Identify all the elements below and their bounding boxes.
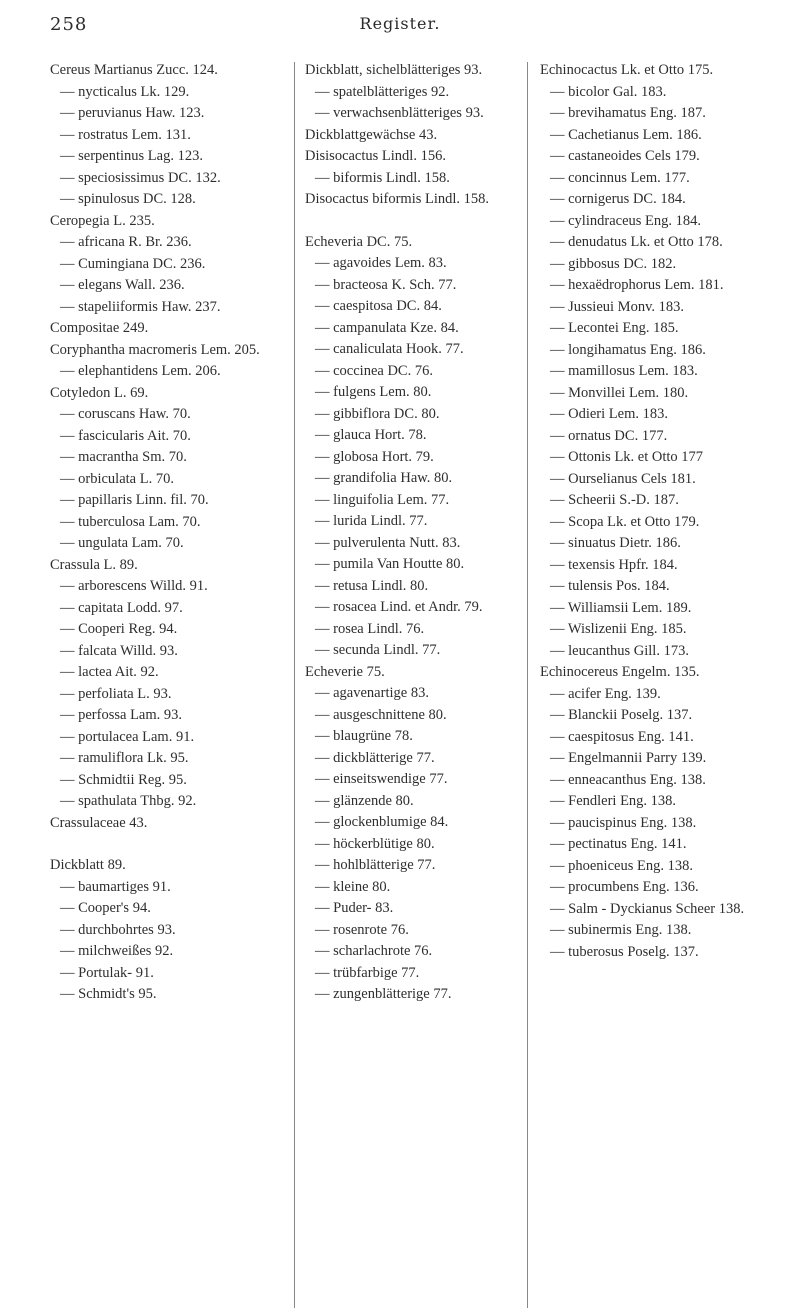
index-entry-sub: — glockenblumige 84.: [315, 814, 449, 830]
index-entry-sub: — ornatus DC. 177.: [550, 427, 668, 444]
running-head: Register.: [359, 14, 441, 33]
index-entry-sub: — Puder- 83.: [315, 900, 394, 916]
index-entry-sub: — trübfarbige 77.: [315, 964, 420, 981]
index-entry-sub: — spathulata Thbg. 92.: [60, 793, 197, 809]
index-entry-main: Echinocactus Lk. et Otto 175.: [540, 62, 714, 78]
section-gap: [305, 211, 517, 232]
index-entry-sub: — fulgens Lem. 80.: [315, 384, 432, 400]
index-entry-sub: — speciosissimus DC. 132.: [60, 169, 221, 186]
index-entry-sub: — longihamatus Eng. 186.: [550, 341, 706, 358]
index-entry-sub: — phoeniceus Eng. 138.: [550, 857, 693, 874]
index-entry-sub: — linguifolia Lem. 77.: [315, 491, 450, 508]
index-entry-sub: — papillaris Linn. fil. 70.: [60, 492, 209, 508]
index-column-3: [540, 60, 755, 963]
index-entry-sub: — Williamsii Lem. 189.: [550, 599, 692, 616]
index-entry-sub: — retusa Lindl. 80.: [315, 577, 429, 594]
index-entry-sub: — africana R. Br. 236.: [60, 234, 192, 250]
index-entry-main: Dickblatt 89.: [50, 857, 126, 873]
index-entry-main: Disocactus biformis Lindl. 158.: [305, 191, 490, 207]
index-entry-sub: — caespitosus Eng. 141.: [550, 728, 694, 745]
index-entry-sub: — ungulata Lam. 70.: [60, 535, 184, 551]
index-entry-sub: — ausgeschnittene 80.: [315, 706, 447, 723]
index-entry-sub: — Lecontei Eng. 185.: [550, 320, 679, 336]
index-entry-sub: — macrantha Sm. 70.: [60, 449, 187, 465]
index-entry-sub: — milchweißes 92.: [60, 943, 174, 959]
index-entry-sub: — Scheerii S.-D. 187.: [550, 492, 679, 508]
index-entry-main: Crassula L. 89.: [50, 556, 138, 573]
index-entry-sub: — hexaëdrophorus Lem. 181.: [550, 277, 724, 293]
column-divider: [527, 62, 528, 1308]
index-entry-sub: — arborescens Willd. 91.: [60, 578, 208, 594]
index-entry-sub: — campanulata Kze. 84.: [315, 319, 459, 336]
index-entry-sub: — durchbohrtes 93.: [60, 921, 176, 938]
index-entry-sub: — einseitswendige 77.: [315, 771, 448, 787]
index-entry-sub: — spatelblätteriges 92.: [315, 83, 450, 100]
index-entry-main: Coryphantha macromeris Lem. 205.: [50, 341, 260, 358]
index-entry-sub: — gibbosus DC. 182.: [550, 255, 677, 272]
index-entry-sub: — globosa Hort. 79.: [315, 448, 434, 465]
index-entry-main: Echeveria DC. 75.: [305, 233, 413, 250]
index-entry-sub: — biformis Lindl. 158.: [315, 169, 450, 186]
index-entry-sub: — perfoliata L. 93.: [60, 685, 172, 702]
index-entry-sub: — Wislizenii Eng. 185.: [550, 621, 687, 637]
index-entry-sub: — peruvianus Haw. 123.: [60, 105, 205, 121]
index-entry-sub: — denudatus Lk. et Otto 178.: [550, 234, 723, 250]
index-entry-sub: — Ourselianus Cels 181.: [550, 470, 696, 487]
index-entry-main: Ceropegia L. 235.: [50, 212, 155, 229]
index-entry-sub: — dickblätterige 77.: [315, 749, 435, 766]
index-entry-sub: — Schmidt's 95.: [60, 986, 157, 1002]
index-entry-sub: — Odieri Lem. 183.: [550, 406, 668, 422]
index-entry-sub: — elephantidens Lem. 206.: [60, 363, 221, 379]
index-entry-sub: — leucanthus Gill. 173.: [550, 642, 689, 659]
index-entry-sub: — blaugrüne 78.: [315, 728, 413, 744]
index-entry-main: Disisocactus Lindl. 156.: [305, 148, 446, 164]
index-entry-sub: — Cooper's 94.: [60, 900, 151, 916]
index-entry-sub: — baumartiges 91.: [60, 878, 171, 895]
index-entry-sub: — canaliculata Hook. 77.: [315, 341, 464, 357]
index-entry-sub: — fascicularis Ait. 70.: [60, 427, 191, 444]
index-entry-sub: — rostratus Lem. 131.: [60, 126, 191, 143]
index-entry-main: Echeverie 75.: [305, 663, 385, 680]
index-entry-sub: — enneacanthus Eng. 138.: [550, 771, 706, 788]
index-entry-sub: — spinulosus DC. 128.: [60, 191, 196, 207]
index-entry-sub: — Fendleri Eng. 138.: [550, 793, 677, 809]
index-entry-main: Cereus Martianus Zucc. 124.: [50, 62, 218, 78]
index-entry-sub: — Scopa Lk. et Otto 179.: [550, 513, 700, 530]
index-entry-sub: — ramuliflora Lk. 95.: [60, 750, 189, 766]
index-entry-sub: — kleine 80.: [315, 878, 391, 895]
index-entry-main: Compositae 249.: [50, 320, 149, 336]
index-entry-sub: — Schmidtii Reg. 95.: [60, 771, 187, 788]
index-entry-sub: — capitata Lodd. 97.: [60, 599, 183, 616]
index-entry-sub: — Ottonis Lk. et Otto 177: [550, 449, 704, 465]
index-entry-sub: — stapeliiformis Haw. 237.: [60, 298, 221, 315]
index-entry-main: Dickblattgewächse 43.: [305, 126, 438, 143]
index-entry-sub: — caespitosa DC. 84.: [315, 298, 442, 314]
index-entry-sub: — rosacea Lind. et Andr. 79.: [315, 599, 483, 615]
page-header: [50, 14, 750, 42]
index-column-2: [305, 60, 517, 1006]
index-entry-sub: — Monvillei Lem. 180.: [550, 384, 689, 401]
index-entry-main: Cotyledon L. 69.: [50, 384, 149, 401]
page-number: 258: [50, 14, 88, 35]
index-entry-sub: — elegans Wall. 236.: [60, 277, 185, 293]
index-entry-sub: — rosea Lindl. 76.: [315, 620, 425, 637]
index-entry-sub: — lactea Ait. 92.: [60, 664, 159, 680]
index-entry-sub: — subinermis Eng. 138.: [550, 922, 692, 938]
index-entry-sub: — höckerblütige 80.: [315, 835, 435, 852]
index-entry-sub: — pulverulenta Nutt. 83.: [315, 534, 461, 551]
index-entry-sub: — scharlachrote 76.: [315, 943, 433, 959]
column-divider: [294, 62, 295, 1308]
index-entry-sub: — Cumingiana DC. 236.: [60, 255, 206, 272]
index-entry-sub: — glänzende 80.: [315, 792, 414, 809]
index-entry-sub: — pectinatus Eng. 141.: [550, 836, 687, 852]
index-entry-sub: — tuberosus Poselg. 137.: [550, 943, 699, 960]
index-entry-sub: — cornigerus DC. 184.: [550, 191, 686, 207]
index-entry-sub: — bicolor Gal. 183.: [550, 83, 667, 100]
section-gap: [50, 834, 288, 855]
index-entry-sub: — paucispinus Eng. 138.: [550, 814, 697, 831]
index-entry-main: Echinocereus Engelm. 135.: [540, 664, 700, 680]
index-entry-sub: — Blanckii Poselg. 137.: [550, 707, 693, 723]
index-entry-sub: — secunda Lindl. 77.: [315, 642, 441, 658]
index-entry-sub: — Salm - Dyckianus Scheer 138.: [550, 900, 745, 917]
index-entry-sub: — falcata Willd. 93.: [60, 642, 178, 659]
index-entry-sub: — pumila Van Houtte 80.: [315, 556, 465, 572]
index-entry-sub: — rosenrote 76.: [315, 921, 409, 938]
index-entry-sub: — grandifolia Haw. 80.: [315, 470, 453, 486]
index-entry-sub: — castaneoides Cels 179.: [550, 148, 700, 164]
index-entry-sub: — texensis Hpfr. 184.: [550, 556, 678, 573]
index-entry-sub: — mamillosus Lem. 183.: [550, 363, 698, 379]
index-entry-sub: — agavoides Lem. 83.: [315, 255, 447, 271]
index-entry-main: Dickblatt, sichelblätteriges 93.: [305, 62, 483, 78]
index-entry-sub: — acifer Eng. 139.: [550, 685, 661, 702]
index-entry-sub: — perfossa Lam. 93.: [60, 707, 183, 723]
index-entry-sub: — portulacea Lam. 91.: [60, 728, 195, 745]
index-entry-sub: — Portulak- 91.: [60, 964, 154, 981]
index-entry-sub: — concinnus Lem. 177.: [550, 169, 690, 186]
index-entry-sub: — orbiculata L. 70.: [60, 470, 174, 487]
index-entry-sub: — procumbens Eng. 136.: [550, 879, 699, 895]
index-entry-sub: — Engelmannii Parry 139.: [550, 750, 707, 766]
index-entry-sub: — Jussieui Monv. 183.: [550, 298, 684, 315]
index-entry-sub: — tuberculosa Lam. 70.: [60, 513, 201, 530]
index-entry-sub: — coccinea DC. 76.: [315, 362, 433, 379]
index-entry-sub: — glauca Hort. 78.: [315, 427, 427, 443]
index-entry-sub: — nycticalus Lk. 129.: [60, 83, 190, 100]
index-entry-sub: — sinuatus Dietr. 186.: [550, 535, 681, 551]
index-entry-sub: — brevihamatus Eng. 187.: [550, 105, 706, 121]
index-entry-main: Crassulaceae 43.: [50, 814, 148, 831]
index-entry-sub: — hohlblätterige 77.: [315, 857, 436, 873]
index-entry-sub: — bracteosa K. Sch. 77.: [315, 276, 457, 293]
index-entry-sub: — cylindraceus Eng. 184.: [550, 212, 702, 229]
index-entry-sub: — agavenartige 83.: [315, 685, 429, 701]
index-entry-sub: — coruscans Haw. 70.: [60, 406, 191, 422]
index-entry-sub: — zungenblätterige 77.: [315, 986, 452, 1002]
index-entry-sub: — verwachsenblätteriges 93.: [315, 105, 484, 121]
index-column-1: [50, 60, 288, 1006]
index-entry-sub: — tulensis Pos. 184.: [550, 578, 670, 594]
index-entry-sub: — serpentinus Lag. 123.: [60, 148, 203, 164]
index-entry-sub: — gibbiflora DC. 80.: [315, 405, 440, 422]
index-entry-sub: — lurida Lindl. 77.: [315, 513, 428, 529]
index-entry-sub: — Cachetianus Lem. 186.: [550, 126, 702, 143]
index-entry-sub: — Cooperi Reg. 94.: [60, 621, 178, 637]
